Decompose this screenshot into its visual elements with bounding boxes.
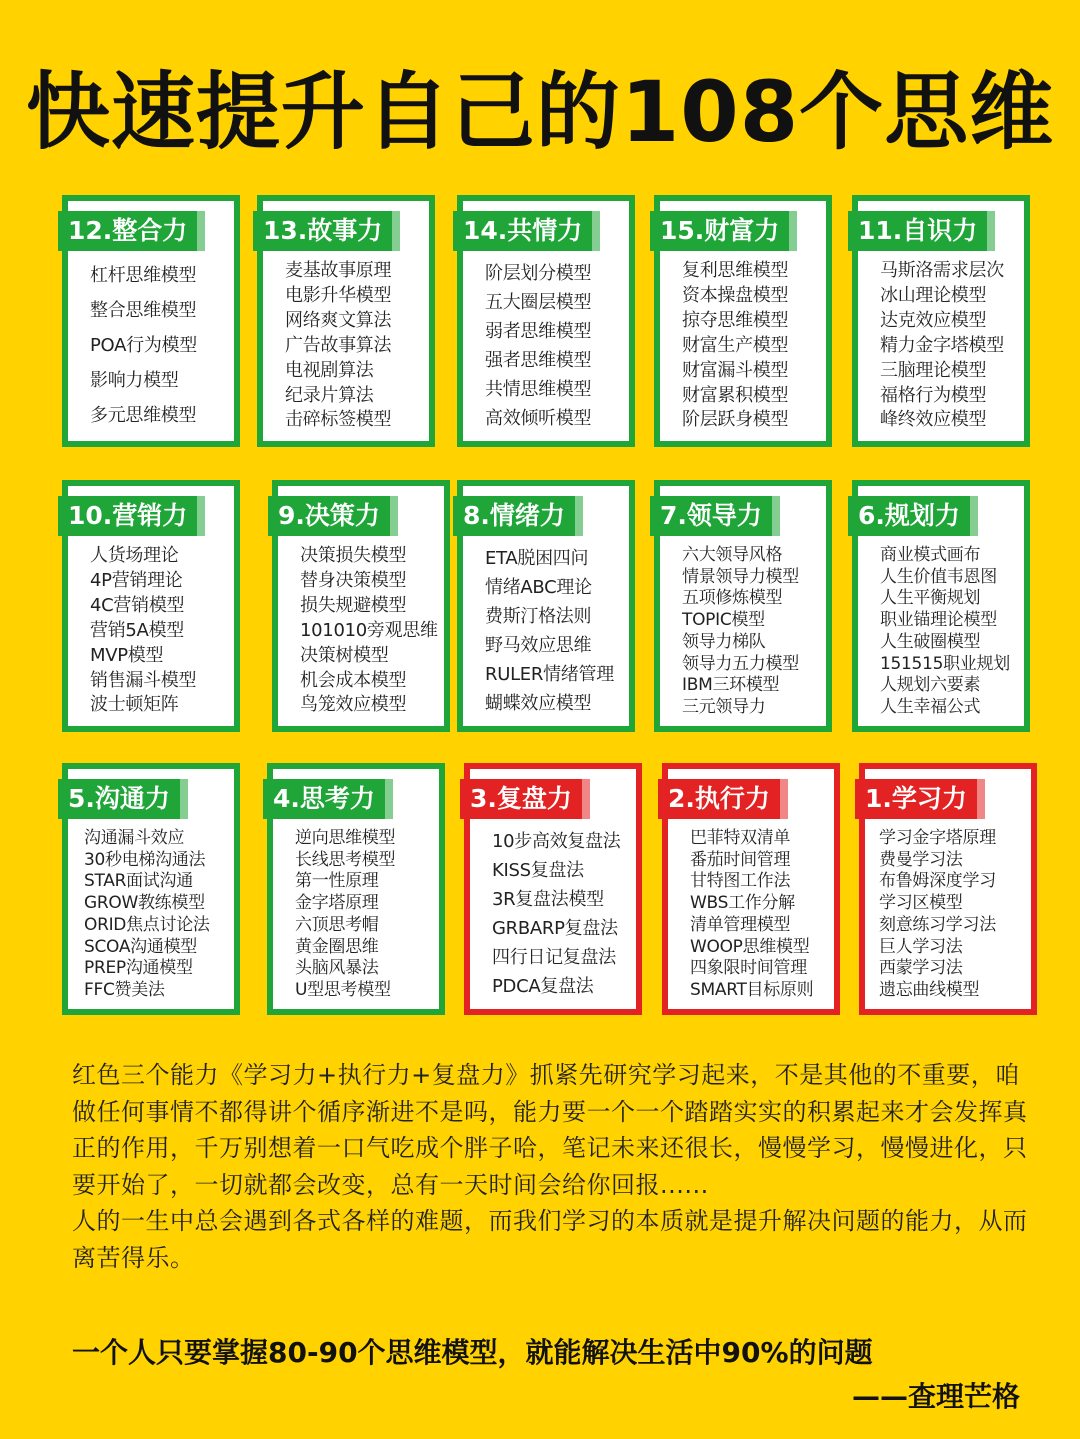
card-planning [852, 480, 1030, 732]
list-item: 峰终效应模型 [880, 409, 987, 431]
list-item: 领导力五力模型 [682, 653, 799, 674]
list-item: 共情思维模型 [485, 378, 592, 400]
card-communication [62, 763, 240, 1015]
card-heading: 1.学习力 [855, 779, 977, 819]
list-item: 纪录片算法 [285, 384, 374, 406]
list-item: 领导力梯队 [682, 631, 766, 652]
list-item: 五项修炼模型 [682, 588, 783, 609]
list-item: STAR面试沟通 [84, 871, 193, 892]
list-item: 三元领导力 [682, 697, 766, 718]
list-item: 电影升华模型 [285, 285, 392, 307]
list-item: 沟通漏斗效应 [84, 827, 185, 848]
list-item: 资本操盘模型 [682, 285, 789, 307]
list-item: SMART目标原则 [690, 980, 814, 1001]
list-item: GRBARP复盘法 [492, 917, 618, 939]
list-item: 马斯洛需求层次 [880, 260, 1004, 282]
card-heading: 4.思考力 [263, 779, 385, 819]
list-item: 学习金字塔原理 [879, 827, 996, 848]
list-item: 清单管理模型 [690, 914, 791, 935]
list-item: 冰山理论模型 [880, 285, 987, 307]
page-title: 快速提升自己的108个思维 [25, 63, 1055, 161]
list-item: 人生平衡规划 [880, 588, 981, 609]
model-list [690, 827, 830, 1001]
paragraph: 红色三个能力《学习力+执行力+复盘力》抓紧先研究学习起来，不是其他的不重要，咱做任何事情不都得讲个循序渐进不是吗，能力要一个一个踏踏实实的积累起来才会发挥真正的作用，千万别想着一口气吃成个胖子哈，笔记未来还很长，慢慢学习，慢慢进化，只要开始了，一切就都会改变，总有一天时间会给你回报...... [72, 1061, 1028, 1199]
card-heading: 6.规划力 [848, 496, 970, 536]
list-item: PDCA复盘法 [492, 975, 594, 997]
card-empathy [457, 195, 635, 447]
list-item: 六大领导风格 [682, 544, 783, 565]
model-list [880, 544, 1020, 718]
list-item: 广告故事算法 [285, 334, 392, 356]
list-item: 情绪ABC理论 [485, 576, 592, 598]
list-item: 商业模式画布 [880, 544, 981, 565]
list-item: WBS工作分解 [690, 893, 795, 914]
card-heading: 14.共情力 [453, 211, 592, 251]
card-marketing [62, 480, 240, 732]
list-item: 财富累积模型 [682, 384, 789, 406]
list-item: IBM三环模型 [682, 675, 780, 696]
list-item: 影响力模型 [90, 369, 179, 391]
list-item: 达克效应模型 [880, 310, 987, 332]
list-item: 阶层跃身模型 [682, 409, 789, 431]
card-thinking [267, 763, 445, 1015]
list-item: 巨人学习法 [879, 936, 963, 957]
list-item: 福格行为模型 [880, 384, 987, 406]
list-item: 杠杆思维模型 [90, 265, 197, 287]
card-learning [859, 763, 1037, 1015]
card-heading: 9.决策力 [268, 496, 390, 536]
list-item: 网络爽文算法 [285, 310, 392, 332]
model-list [682, 544, 822, 718]
list-item: MVP模型 [90, 644, 164, 666]
list-item: 麦基故事原理 [285, 260, 392, 282]
list-item: 三脑理论模型 [880, 359, 987, 381]
list-item: 30秒电梯沟通法 [84, 849, 206, 870]
model-list [682, 259, 822, 433]
list-item: 情景领导力模型 [682, 566, 799, 587]
model-list [295, 827, 435, 1001]
list-item: 击碎标签模型 [285, 409, 392, 431]
list-item: 野马效应思维 [485, 634, 592, 656]
list-item: GROW教练模型 [84, 893, 205, 914]
model-list [300, 544, 440, 718]
list-item: 10步高效复盘法 [492, 830, 621, 852]
list-item: 销售漏斗模型 [90, 669, 197, 691]
card-heading: 3.复盘力 [460, 779, 582, 819]
list-item: 阶层划分模型 [485, 262, 592, 284]
list-item: 高效倾听模型 [485, 407, 592, 429]
list-item: 职业锚理论模型 [880, 610, 997, 631]
list-item: 波士顿矩阵 [90, 694, 179, 716]
list-item: 精力金字塔模型 [880, 334, 1004, 356]
model-list [492, 827, 632, 1001]
model-list [485, 544, 625, 718]
list-item: 金字塔原理 [295, 893, 379, 914]
list-item: 人规划六要素 [880, 675, 981, 696]
list-item: 鸟笼效应模型 [300, 694, 407, 716]
quote: 一个人只要掌握80-90个思维模型，就能解决生活中90%的问题 [72, 1336, 873, 1369]
list-item: 西蒙学习法 [879, 958, 963, 979]
card-integration [62, 195, 240, 447]
list-item: KISS复盘法 [492, 859, 584, 881]
list-item: 布鲁姆深度学习 [879, 871, 996, 892]
list-item: 掠夺思维模型 [682, 310, 789, 332]
list-item: 人生价值韦恩图 [880, 566, 997, 587]
list-item: 4C营销模型 [90, 595, 185, 617]
list-item: RULER情绪管理 [485, 663, 614, 685]
card-emotion [457, 480, 635, 732]
card-decision [272, 480, 450, 732]
list-item: ORID焦点讨论法 [84, 914, 210, 935]
list-item: 3R复盘法模型 [492, 888, 604, 910]
list-item: 151515职业规划 [880, 653, 1010, 674]
list-item: 甘特图工作法 [690, 871, 791, 892]
list-item: 学习区模型 [879, 893, 963, 914]
list-item: 弱者思维模型 [485, 320, 592, 342]
list-item: 四行日记复盘法 [492, 946, 616, 968]
list-item: 电视剧算法 [285, 359, 374, 381]
list-item: 番茄时间管理 [690, 849, 791, 870]
list-item: 刻意练习学习法 [879, 914, 996, 935]
list-item: 101010旁观思维 [300, 619, 438, 641]
list-item: 财富漏斗模型 [682, 359, 789, 381]
card-heading: 12.整合力 [58, 211, 197, 251]
quote-author: ——查理芒格 [851, 1380, 1020, 1413]
list-item: 费曼学习法 [879, 849, 963, 870]
model-list [879, 827, 1027, 1001]
card-heading: 11.自识力 [848, 211, 987, 251]
list-item: 费斯汀格法则 [485, 605, 592, 627]
card-heading: 15.财富力 [650, 211, 789, 251]
card-heading: 5.沟通力 [58, 779, 180, 819]
list-item: 人货场理论 [90, 545, 179, 567]
list-item: 逆向思维模型 [295, 827, 396, 848]
list-item: 人生幸福公式 [880, 697, 981, 718]
model-list [84, 827, 230, 1001]
model-list [285, 259, 425, 433]
list-item: 营销5A模型 [90, 619, 184, 641]
list-item: 六顶思考帽 [295, 914, 379, 935]
card-heading: 13.故事力 [253, 211, 392, 251]
list-item: 四象限时间管理 [690, 958, 807, 979]
list-item: 财富生产模型 [682, 334, 789, 356]
list-item: 蝴蝶效应模型 [485, 692, 592, 714]
paragraph: 人的一生中总会遇到各式各样的难题，而我们学习的本质就是提升解决问题的能力，从而离苦得乐。 [72, 1207, 1028, 1272]
card-heading: 7.领导力 [650, 496, 772, 536]
model-list [880, 259, 1020, 433]
card-execution [662, 763, 840, 1015]
card-heading: 10.营销力 [58, 496, 197, 536]
list-item: 巴菲特双清单 [690, 827, 791, 848]
list-item: 损失规避模型 [300, 595, 407, 617]
card-review [464, 763, 642, 1015]
list-item: 黄金圈思维 [295, 936, 379, 957]
list-item: 头脑风暴法 [295, 958, 379, 979]
list-item: PREP沟通模型 [84, 958, 193, 979]
card-leadership [654, 480, 832, 732]
list-item: 4P营销理论 [90, 570, 183, 592]
list-item: 五大圈层模型 [485, 291, 592, 313]
list-item: 遗忘曲线模型 [879, 980, 980, 1001]
card-storytelling [257, 195, 435, 447]
list-item: 决策树模型 [300, 644, 389, 666]
list-item: WOOP思维模型 [690, 936, 810, 957]
list-item: 第一性原理 [295, 871, 379, 892]
list-item: ETA脱困四问 [485, 547, 589, 569]
model-list [90, 544, 230, 718]
list-item: FFC赞美法 [84, 980, 165, 1001]
list-item: U型思考模型 [295, 980, 391, 1001]
card-heading: 2.执行力 [658, 779, 780, 819]
list-item: 强者思维模型 [485, 349, 592, 371]
list-item: 机会成本模型 [300, 669, 407, 691]
list-item: POA行为模型 [90, 334, 197, 356]
model-list [90, 259, 230, 433]
body-text [72, 1057, 1032, 1276]
thinking-model-grid [62, 195, 1030, 1025]
list-item: 人生破圈模型 [880, 631, 981, 652]
card-wealth [654, 195, 832, 447]
list-item: 整合思维模型 [90, 300, 197, 322]
model-list [485, 259, 625, 433]
list-item: 决策损失模型 [300, 545, 407, 567]
card-heading: 8.情绪力 [453, 496, 575, 536]
list-item: 复利思维模型 [682, 260, 789, 282]
list-item: 多元思维模型 [90, 404, 197, 426]
list-item: 替身决策模型 [300, 570, 407, 592]
list-item: SCOA沟通模型 [84, 936, 197, 957]
list-item: TOPIC模型 [682, 610, 765, 631]
list-item: 长线思考模型 [295, 849, 396, 870]
card-self-awareness [852, 195, 1030, 447]
